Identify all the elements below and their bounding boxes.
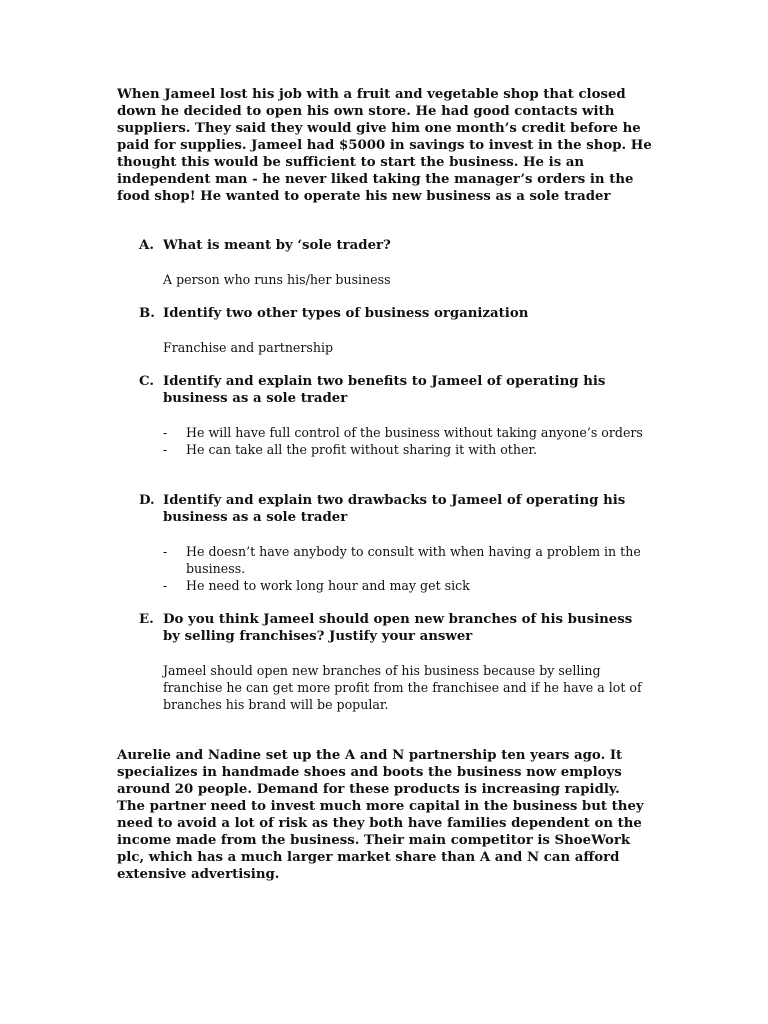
bullet-text: He doesn’t have anybody to consult with when having a problem in the business. — [186, 544, 641, 576]
question-b — [117, 305, 652, 356]
answer-bullet-list — [163, 424, 652, 458]
dash-bullet: - — [163, 442, 168, 457]
bullet-text: He will have full control of the business without taking anyone’s orders — [186, 425, 643, 440]
question-text: Identify and explain two drawbacks to Jameel of operating his business as a sole trader — [163, 493, 626, 525]
question-letter: A. — [139, 238, 154, 253]
question-text: Identify and explain two benefits to Jameel of operating his business as a sole trader — [163, 374, 606, 406]
answer-text: Jameel should open new branches of his business because by selling franchise he can get more profit from the franchisee and if he have a lot of branches his brand will be popular. — [163, 663, 642, 712]
dash-bullet: - — [163, 425, 168, 440]
document-page — [117, 86, 652, 883]
answer-bullet — [163, 424, 652, 441]
question-text: Identify two other types of business organization — [163, 306, 529, 321]
answer-bullet-list — [163, 543, 652, 594]
answer-text: A person who runs his/her business — [163, 272, 391, 287]
second-paragraph: Aurelie and Nadine set up the A and N partnership ten years ago. It specializes in handmade shoes and boots the business now employs around 20 people. Demand for these products is increasing rapidly. The partner need to invest much more capital in the business but they need to avoid a lot of risk as they both have families dependent on the income made from the business. Their main competitor is ShoeWork plc, which has a much larger market share than A and N can afford extensive advertising. — [117, 748, 644, 882]
answer-text: Franchise and partnership — [163, 340, 334, 355]
question-e — [117, 611, 652, 713]
answer-bullet — [163, 577, 652, 594]
dash-bullet: - — [163, 578, 168, 593]
question-a — [117, 237, 652, 288]
dash-bullet: - — [163, 544, 168, 559]
question-letter: C. — [139, 374, 154, 389]
question-letter: E. — [139, 612, 154, 627]
intro-paragraph: When Jameel lost his job with a fruit and vegetable shop that closed down he decided to open his own store. He had good contacts with suppliers. They said they would give him one month’s credit before he paid for supplies. Jameel had $5000 in savings to invest in the shop. He thought this would be sufficient to start the business. He is an independent man - he never liked taking the manager’s orders in the food shop! He wanted to operate his new business as a sole trader — [117, 87, 652, 204]
bullet-text: He can take all the profit without sharing it with other. — [186, 442, 538, 457]
answer-bullet — [163, 543, 652, 577]
bullet-text: He need to work long hour and may get sick — [186, 578, 470, 593]
answer-bullet — [163, 441, 652, 458]
question-text: What is meant by ‘sole trader? — [163, 238, 391, 253]
question-text: Do you think Jameel should open new branches of his business by selling franchises? Justify your answer — [163, 612, 633, 644]
question-letter: B. — [139, 306, 155, 321]
question-list — [117, 237, 652, 713]
question-c — [117, 373, 652, 458]
question-d — [117, 492, 652, 594]
question-letter: D. — [139, 493, 155, 508]
